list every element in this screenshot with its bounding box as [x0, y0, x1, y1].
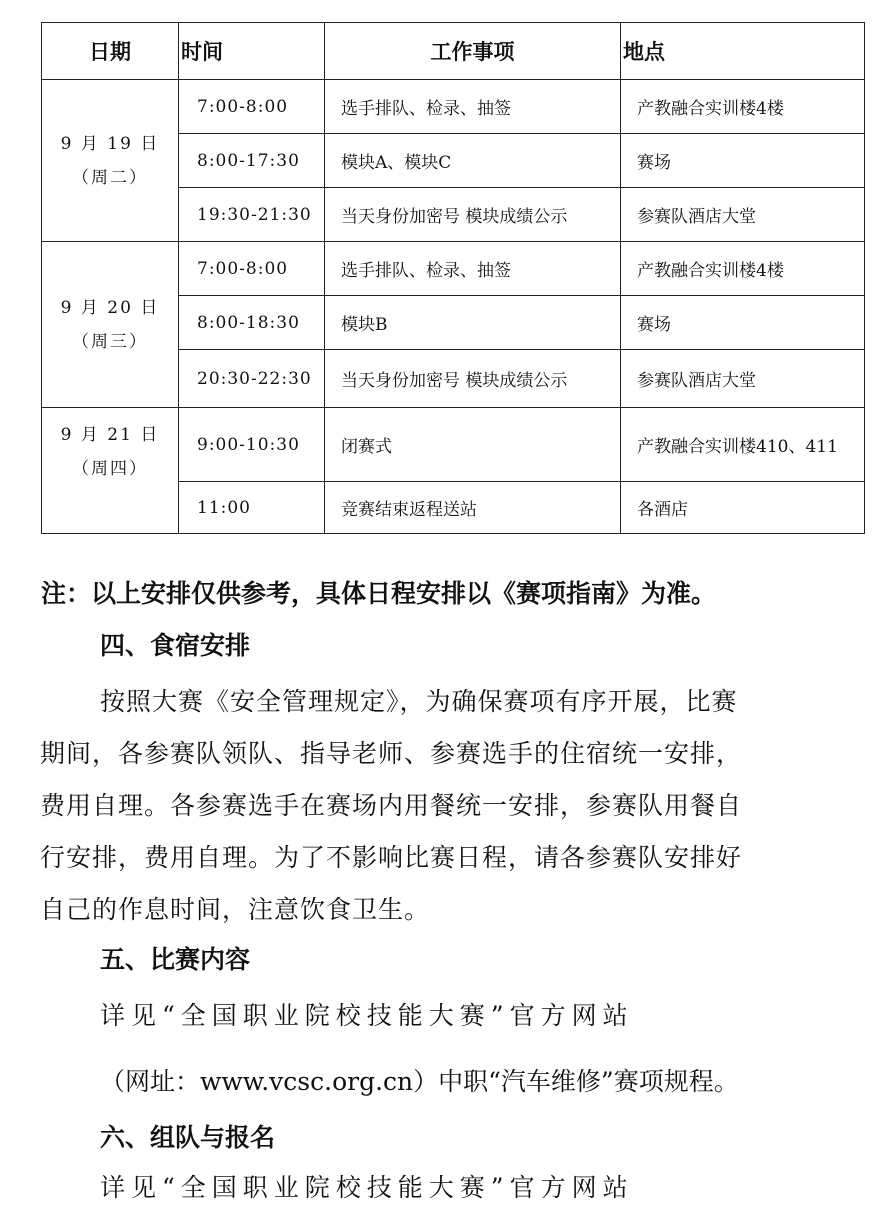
paragraph-line: 期间，各参赛队领队、指导老师、参赛选手的住宿统一安排，: [40, 739, 743, 768]
header-place: 地点: [621, 23, 865, 80]
weekday-text: （周三）: [72, 331, 148, 352]
table-row: [42, 242, 865, 296]
time-cell: 20:30-22:30: [179, 350, 325, 408]
place-cell: 赛场: [621, 134, 865, 188]
task-cell: 模块A、模块C: [325, 134, 621, 188]
paragraph-line: 费用自理。各参赛选手在赛场内用餐统一安排，参赛队用餐自: [40, 791, 743, 820]
place-cell: 产教融合实训楼410、411: [621, 408, 865, 482]
task-cell: 选手排队、检录、抽签: [325, 80, 621, 134]
task-cell: 模块B: [325, 296, 621, 350]
task-cell: 竞赛结束返程送站: [325, 482, 621, 534]
table-row: [42, 408, 865, 482]
task-cell: 当天身份加密号 模块成绩公示: [325, 188, 621, 242]
section5-line2: （网址：www.vcsc.org.cn）中职“汽车维修”赛项规程。: [100, 1067, 739, 1096]
paragraph-line: 按照大赛《安全管理规定》，为确保赛项有序开展，比赛: [100, 687, 738, 716]
section6-heading: 六、组队与报名: [100, 1123, 276, 1152]
header-time: 时间: [179, 23, 325, 80]
paragraph-line: 自己的作息时间，注意饮食卫生。: [40, 895, 431, 924]
place-cell: 产教融合实训楼4楼: [621, 242, 865, 296]
task-cell: 当天身份加密号 模块成绩公示: [325, 350, 621, 408]
time-cell: 7:00-8:00: [179, 80, 325, 134]
section6-line1: 详见“全国职业院校技能大赛”官方网站: [100, 1173, 634, 1202]
place-cell: 各酒店: [621, 482, 865, 534]
time-cell: 19:30-21:30: [179, 188, 325, 242]
date-text: 9 月 20 日: [60, 297, 160, 318]
time-cell: 11:00: [179, 482, 325, 534]
schedule-table: [41, 22, 865, 534]
header-task: 工作事项: [325, 23, 621, 80]
place-cell: 赛场: [621, 296, 865, 350]
date-text: 9 月 19 日: [60, 133, 160, 154]
header-date: 日期: [42, 23, 179, 80]
date-text: 9 月 21 日: [60, 425, 160, 445]
time-cell: 8:00-18:30: [179, 296, 325, 350]
table-row: [42, 80, 865, 134]
weekday-text: （周二）: [72, 167, 148, 188]
section5-heading: 五、比赛内容: [100, 945, 251, 974]
section4-paragraph: [40, 676, 840, 936]
schedule-note: 注：以上安排仅供参考，具体日程安排以《赛项指南》为准。: [41, 579, 717, 608]
section5-line1: 详见“全国职业院校技能大赛”官方网站: [100, 1001, 634, 1030]
task-cell: 闭赛式: [325, 408, 621, 482]
date-cell: [42, 242, 179, 408]
paragraph-line: 行安排，费用自理。为了不影响比赛日程，请各参赛队安排好: [40, 843, 743, 872]
section4-heading: 四、食宿安排: [100, 631, 251, 660]
date-cell: [42, 408, 179, 534]
weekday-text: （周四）: [72, 459, 148, 479]
place-cell: 参赛队酒店大堂: [621, 350, 865, 408]
time-cell: 9:00-10:30: [179, 408, 325, 482]
place-cell: 参赛队酒店大堂: [621, 188, 865, 242]
time-cell: 7:00-8:00: [179, 242, 325, 296]
date-cell: [42, 80, 179, 242]
task-cell: 选手排队、检录、抽签: [325, 242, 621, 296]
table-header-row: [42, 23, 865, 80]
time-cell: 8:00-17:30: [179, 134, 325, 188]
place-cell: 产教融合实训楼4楼: [621, 80, 865, 134]
